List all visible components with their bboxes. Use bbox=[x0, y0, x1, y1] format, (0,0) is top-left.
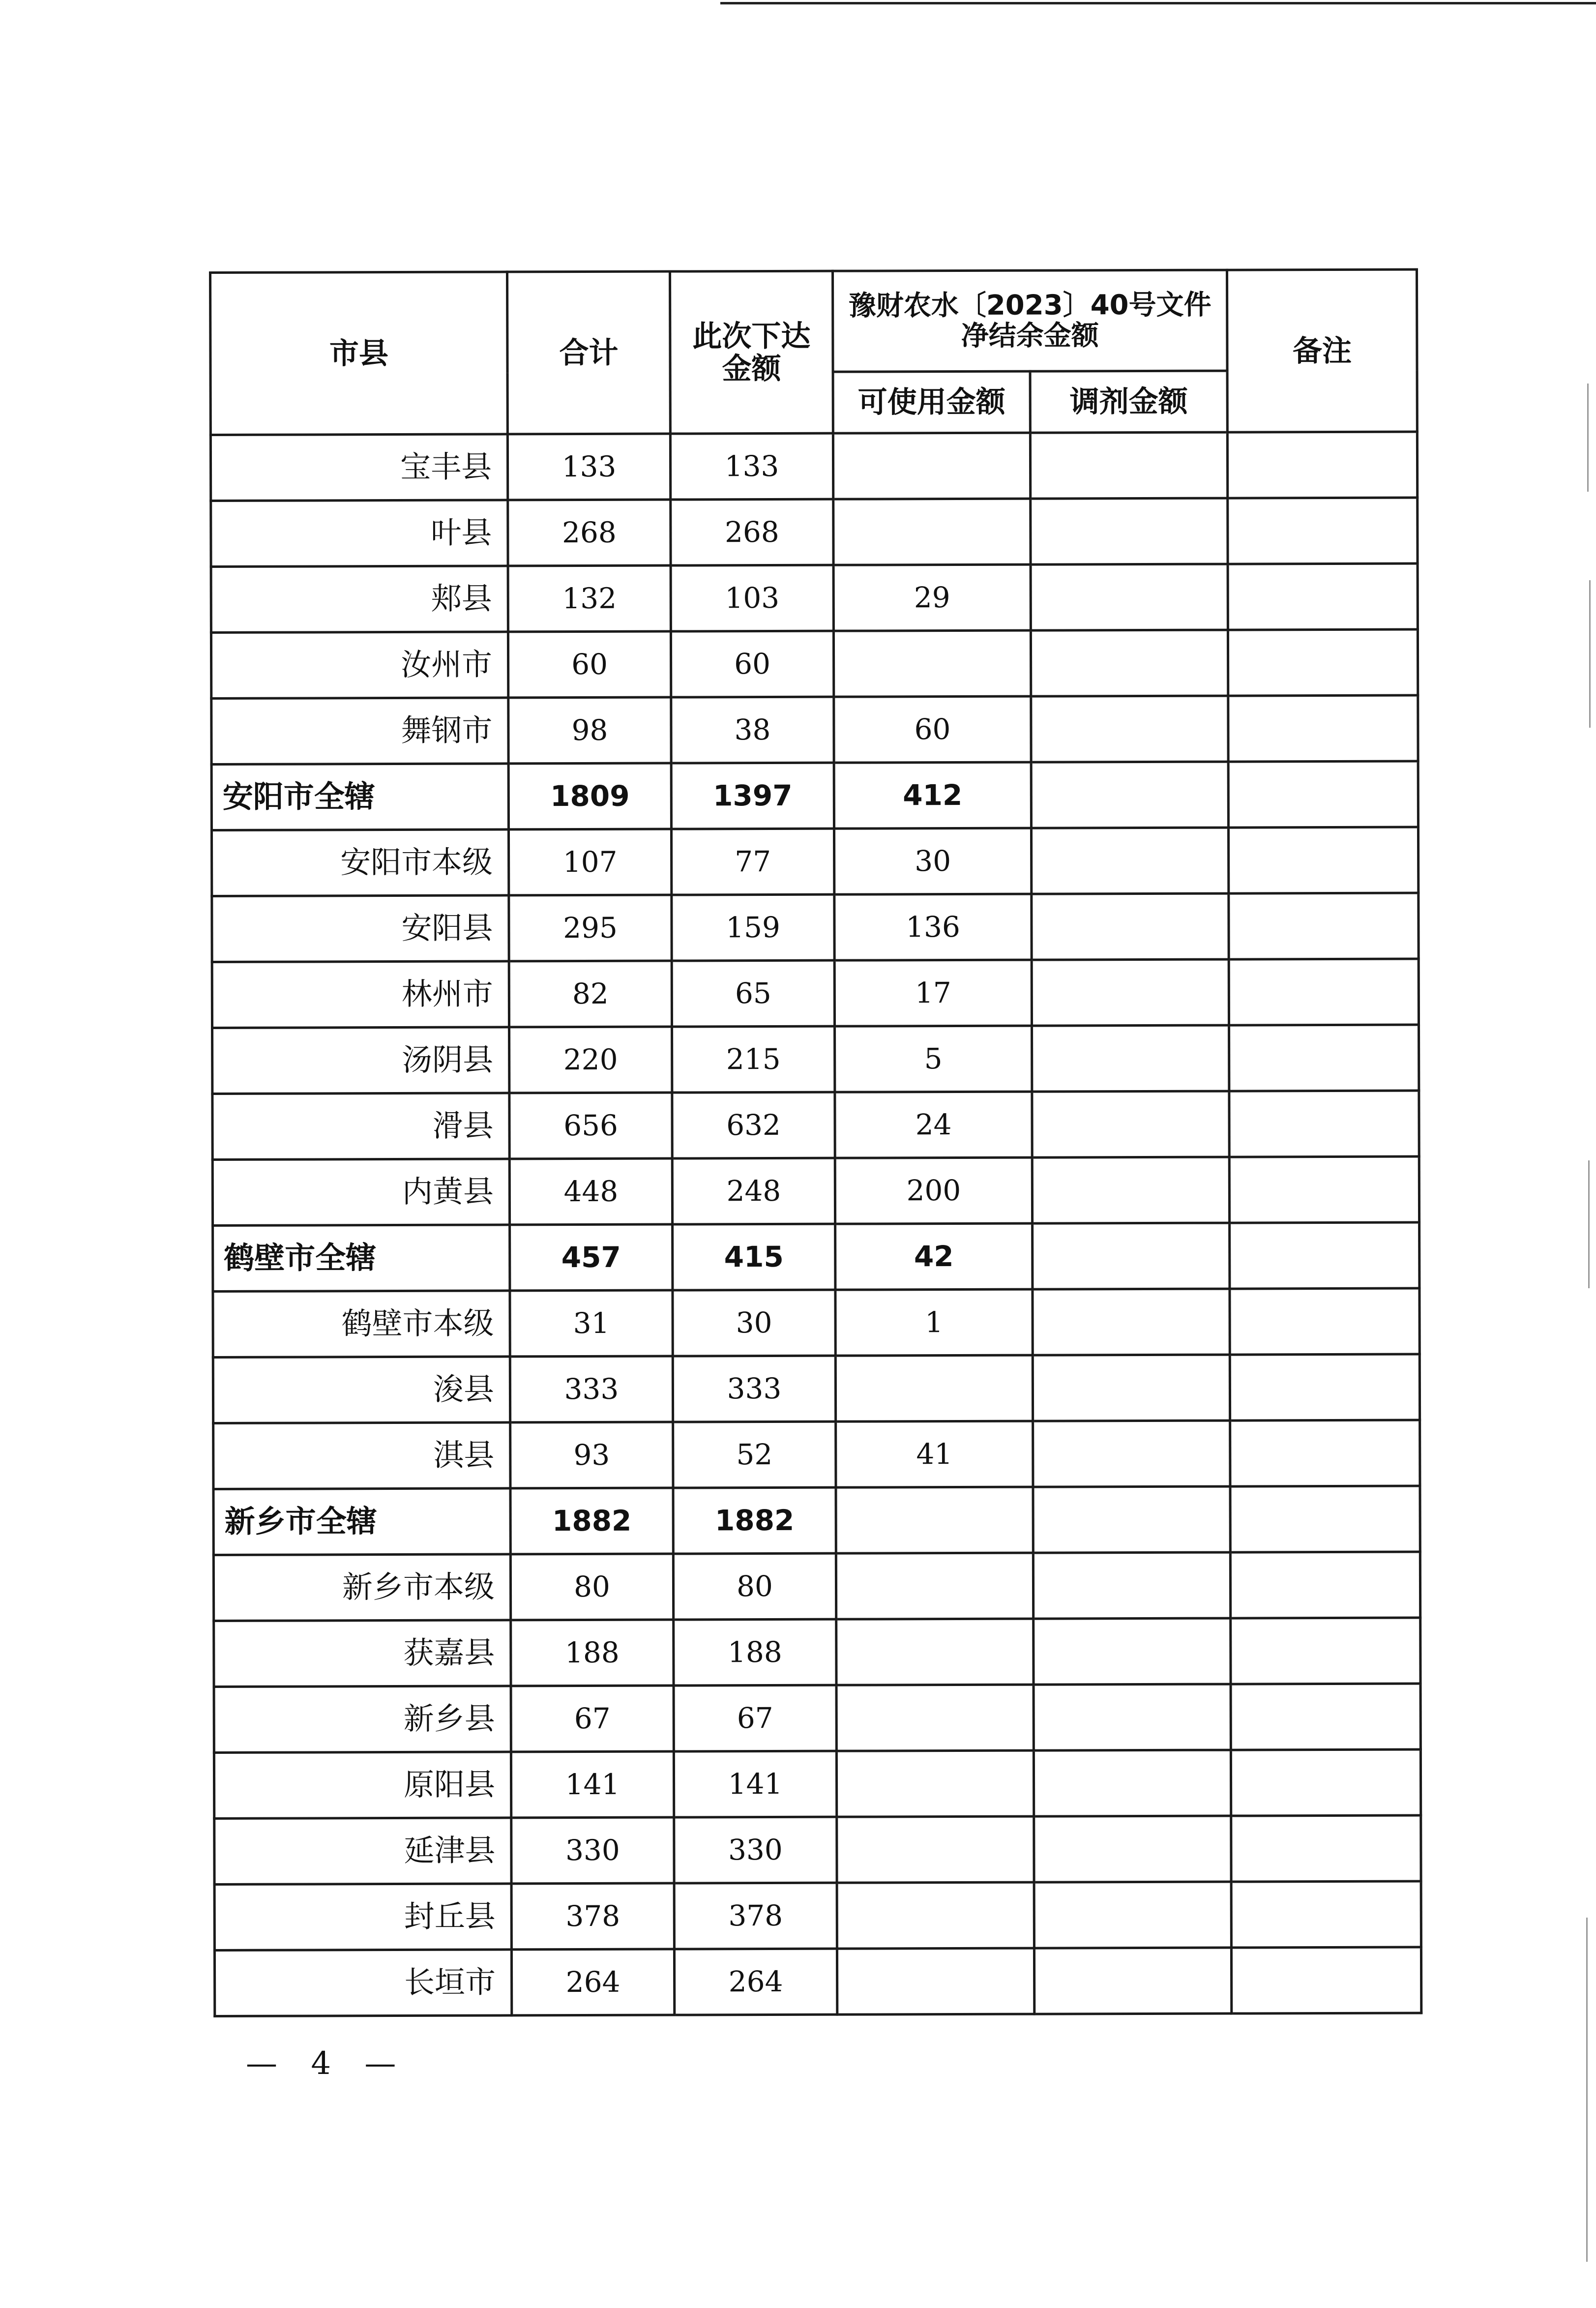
cell-total: 107 bbox=[508, 829, 671, 895]
cell-total: 1809 bbox=[508, 763, 671, 829]
table-row bbox=[213, 1288, 1419, 1357]
cell-total: 133 bbox=[507, 434, 670, 500]
table-row bbox=[211, 498, 1418, 566]
cell-issued: 415 bbox=[673, 1224, 835, 1290]
header-adjust: 调剂金额 bbox=[1030, 371, 1227, 433]
cell-remark bbox=[1231, 1684, 1420, 1750]
cell-issued: 60 bbox=[671, 631, 833, 697]
cell-remark bbox=[1230, 1354, 1419, 1420]
cell-usable: 60 bbox=[834, 696, 1031, 763]
cell-remark bbox=[1228, 695, 1418, 762]
cell-total: 60 bbox=[508, 631, 671, 698]
cell-issued: 103 bbox=[671, 565, 833, 631]
cell-adjust bbox=[1034, 1816, 1231, 1882]
top-edge-rule bbox=[720, 2, 1596, 4]
cell-city: 获嘉县 bbox=[214, 1620, 511, 1687]
cell-adjust bbox=[1034, 1948, 1231, 2014]
cell-usable: 42 bbox=[835, 1223, 1033, 1290]
cell-issued: 77 bbox=[671, 829, 834, 895]
table-body bbox=[210, 432, 1421, 2016]
cell-city: 鹤壁市本级 bbox=[213, 1291, 510, 1358]
allocation-table bbox=[209, 268, 1422, 2017]
cell-remark bbox=[1231, 1749, 1420, 1816]
cell-total: 457 bbox=[510, 1224, 673, 1291]
table-group-row bbox=[211, 761, 1418, 830]
cell-remark bbox=[1228, 629, 1418, 696]
cell-adjust bbox=[1032, 1091, 1229, 1157]
cell-usable bbox=[837, 1882, 1034, 1949]
cell-adjust bbox=[1033, 1420, 1230, 1487]
table-row bbox=[211, 563, 1418, 632]
cell-city: 安阳县 bbox=[212, 895, 509, 962]
cell-remark bbox=[1229, 959, 1419, 1025]
scan-edge-mark bbox=[1589, 580, 1591, 728]
table-row bbox=[214, 1947, 1421, 2016]
cell-issued: 67 bbox=[674, 1685, 836, 1751]
table-row bbox=[212, 893, 1419, 962]
cell-city: 新乡市本级 bbox=[213, 1554, 510, 1621]
table-row bbox=[210, 432, 1417, 501]
table-row bbox=[211, 827, 1418, 896]
cell-city: 长垣市 bbox=[214, 1950, 511, 2016]
cell-issued: 38 bbox=[671, 697, 834, 763]
cell-adjust bbox=[1033, 1223, 1230, 1289]
cell-issued: 65 bbox=[672, 960, 834, 1027]
table-row bbox=[212, 1091, 1419, 1159]
table-header bbox=[210, 269, 1418, 435]
cell-total: 264 bbox=[511, 1949, 674, 2015]
cell-total: 31 bbox=[510, 1290, 673, 1357]
cell-total: 98 bbox=[508, 697, 671, 764]
cell-usable bbox=[833, 433, 1030, 499]
cell-city: 林州市 bbox=[212, 961, 509, 1028]
cell-usable bbox=[836, 1685, 1034, 1751]
cell-remark bbox=[1229, 1025, 1419, 1091]
cell-adjust bbox=[1032, 1025, 1229, 1092]
cell-remark bbox=[1228, 761, 1418, 828]
cell-adjust bbox=[1031, 762, 1228, 828]
cell-city: 舞钢市 bbox=[211, 698, 508, 765]
cell-remark bbox=[1229, 893, 1419, 959]
table-row bbox=[213, 1552, 1420, 1621]
cell-city: 延津县 bbox=[214, 1818, 511, 1885]
cell-adjust bbox=[1032, 959, 1229, 1026]
cell-adjust bbox=[1034, 1618, 1231, 1685]
table-row bbox=[214, 1684, 1420, 1752]
cell-remark bbox=[1231, 1618, 1420, 1684]
cell-issued: 133 bbox=[670, 433, 833, 500]
header-usable: 可使用金额 bbox=[833, 371, 1030, 433]
cell-issued: 80 bbox=[673, 1553, 836, 1620]
cell-adjust bbox=[1032, 1157, 1229, 1223]
cell-total: 80 bbox=[510, 1554, 673, 1620]
cell-adjust bbox=[1033, 1355, 1230, 1421]
cell-total: 141 bbox=[511, 1751, 674, 1818]
cell-total: 82 bbox=[509, 961, 672, 1027]
table-row bbox=[214, 1881, 1421, 1950]
table-row bbox=[211, 695, 1418, 764]
cell-remark bbox=[1227, 432, 1417, 498]
cell-city: 新乡市全辖 bbox=[213, 1488, 510, 1555]
cell-adjust bbox=[1033, 1486, 1230, 1553]
cell-usable bbox=[836, 1487, 1033, 1553]
cell-adjust bbox=[1031, 828, 1228, 894]
cell-remark bbox=[1228, 827, 1418, 893]
cell-usable bbox=[837, 1816, 1034, 1883]
cell-city: 汤阴县 bbox=[212, 1027, 509, 1094]
cell-adjust bbox=[1032, 893, 1229, 960]
cell-remark bbox=[1229, 1091, 1419, 1157]
cell-city: 鹤壁市全辖 bbox=[213, 1225, 510, 1292]
table-row bbox=[212, 959, 1419, 1028]
cell-adjust bbox=[1034, 1750, 1231, 1816]
cell-usable bbox=[833, 630, 1031, 697]
scan-edge-mark bbox=[1588, 1160, 1590, 1288]
table-row bbox=[213, 1354, 1419, 1423]
cell-total: 295 bbox=[509, 895, 672, 961]
cell-city: 浚县 bbox=[213, 1357, 510, 1423]
cell-issued: 333 bbox=[673, 1356, 835, 1422]
cell-usable bbox=[836, 1619, 1034, 1685]
cell-issued: 159 bbox=[672, 894, 834, 961]
cell-usable: 1 bbox=[835, 1289, 1033, 1356]
cell-remark bbox=[1230, 1420, 1420, 1486]
cell-issued: 632 bbox=[672, 1092, 835, 1158]
cell-usable: 29 bbox=[833, 564, 1031, 631]
cell-issued: 330 bbox=[674, 1817, 837, 1883]
cell-total: 268 bbox=[508, 500, 671, 566]
header-net-balance-line2: 净结余金额 bbox=[961, 320, 1099, 352]
cell-total: 1882 bbox=[510, 1488, 673, 1554]
cell-adjust bbox=[1031, 498, 1228, 564]
cell-issued: 30 bbox=[673, 1290, 835, 1356]
cell-usable: 41 bbox=[836, 1421, 1033, 1487]
cell-city: 安阳市本级 bbox=[211, 829, 508, 896]
table-row bbox=[214, 1749, 1420, 1818]
scan-edge-mark bbox=[1586, 1918, 1588, 2262]
table-row bbox=[212, 1025, 1419, 1094]
cell-city: 新乡县 bbox=[214, 1686, 511, 1753]
cell-total: 132 bbox=[508, 565, 671, 632]
table-group-row bbox=[213, 1486, 1420, 1555]
cell-adjust bbox=[1033, 1289, 1230, 1355]
header-total: 合计 bbox=[507, 271, 671, 434]
header-net-balance-line1: 豫财农水〔2023〕40号文件 bbox=[848, 289, 1212, 323]
cell-issued: 264 bbox=[674, 1949, 837, 2015]
cell-city: 淇县 bbox=[213, 1422, 510, 1489]
cell-city: 宝丰县 bbox=[210, 434, 507, 501]
table-row bbox=[214, 1815, 1421, 1884]
cell-adjust bbox=[1033, 1552, 1230, 1619]
cell-issued: 268 bbox=[671, 499, 833, 565]
cell-issued: 52 bbox=[673, 1421, 836, 1488]
cell-issued: 188 bbox=[674, 1619, 836, 1686]
cell-usable bbox=[837, 1948, 1034, 2014]
cell-total: 656 bbox=[509, 1093, 672, 1159]
cell-usable bbox=[836, 1553, 1033, 1619]
cell-city: 郏县 bbox=[211, 566, 508, 633]
cell-adjust bbox=[1030, 432, 1227, 499]
header-city: 市县 bbox=[210, 272, 508, 435]
header-issued-line2: 金额 bbox=[722, 351, 781, 386]
cell-remark bbox=[1231, 1881, 1421, 1948]
cell-remark bbox=[1230, 1552, 1420, 1618]
cell-issued: 1882 bbox=[673, 1487, 836, 1554]
cell-issued: 1397 bbox=[671, 763, 834, 829]
cell-city: 汝州市 bbox=[211, 632, 508, 699]
cell-issued: 141 bbox=[674, 1751, 836, 1817]
table-row bbox=[212, 1156, 1419, 1225]
cell-remark bbox=[1231, 1947, 1421, 2013]
cell-usable: 412 bbox=[834, 762, 1031, 829]
cell-total: 378 bbox=[511, 1883, 674, 1950]
header-net-balance bbox=[833, 270, 1228, 372]
page-number: — 4 — bbox=[246, 2045, 408, 2082]
cell-usable: 17 bbox=[834, 960, 1032, 1026]
cell-adjust bbox=[1031, 630, 1228, 696]
cell-city: 滑县 bbox=[212, 1093, 509, 1160]
header-issued-line1: 此次下达 bbox=[692, 319, 811, 354]
cell-usable: 200 bbox=[835, 1157, 1032, 1224]
cell-city: 封丘县 bbox=[214, 1884, 511, 1951]
cell-usable: 24 bbox=[835, 1092, 1032, 1158]
table-row bbox=[213, 1420, 1420, 1489]
cell-adjust bbox=[1034, 1684, 1231, 1750]
cell-remark bbox=[1231, 1815, 1421, 1882]
cell-city: 原阳县 bbox=[214, 1752, 511, 1819]
cell-remark bbox=[1228, 498, 1418, 564]
cell-remark bbox=[1229, 1156, 1419, 1223]
cell-total: 448 bbox=[509, 1158, 672, 1225]
cell-total: 220 bbox=[509, 1027, 672, 1093]
cell-city: 安阳市全辖 bbox=[211, 764, 508, 830]
cell-remark bbox=[1230, 1222, 1419, 1289]
cell-adjust bbox=[1031, 696, 1228, 762]
cell-usable: 5 bbox=[835, 1026, 1032, 1092]
cell-total: 93 bbox=[510, 1422, 673, 1488]
cell-issued: 215 bbox=[672, 1026, 835, 1093]
cell-usable bbox=[836, 1750, 1034, 1817]
cell-usable: 136 bbox=[834, 894, 1032, 960]
cell-total: 67 bbox=[511, 1686, 674, 1752]
cell-remark bbox=[1228, 563, 1418, 630]
table-row bbox=[211, 629, 1418, 698]
cell-adjust bbox=[1031, 564, 1228, 630]
cell-usable bbox=[833, 499, 1031, 565]
header-remark: 备注 bbox=[1227, 269, 1418, 432]
cell-adjust bbox=[1034, 1882, 1231, 1948]
scan-edge-mark bbox=[1587, 384, 1589, 492]
cell-remark bbox=[1230, 1486, 1420, 1552]
cell-total: 188 bbox=[511, 1620, 674, 1686]
cell-issued: 378 bbox=[674, 1883, 837, 1949]
table-group-row bbox=[213, 1222, 1419, 1291]
cell-total: 333 bbox=[510, 1356, 673, 1422]
cell-city: 叶县 bbox=[211, 500, 508, 567]
cell-remark bbox=[1230, 1288, 1419, 1355]
cell-usable: 30 bbox=[834, 828, 1031, 894]
cell-issued: 248 bbox=[672, 1158, 835, 1224]
header-issued bbox=[670, 271, 833, 434]
cell-usable bbox=[835, 1355, 1033, 1421]
table-row bbox=[214, 1618, 1420, 1687]
cell-city: 内黄县 bbox=[212, 1159, 509, 1226]
cell-total: 330 bbox=[511, 1817, 674, 1884]
